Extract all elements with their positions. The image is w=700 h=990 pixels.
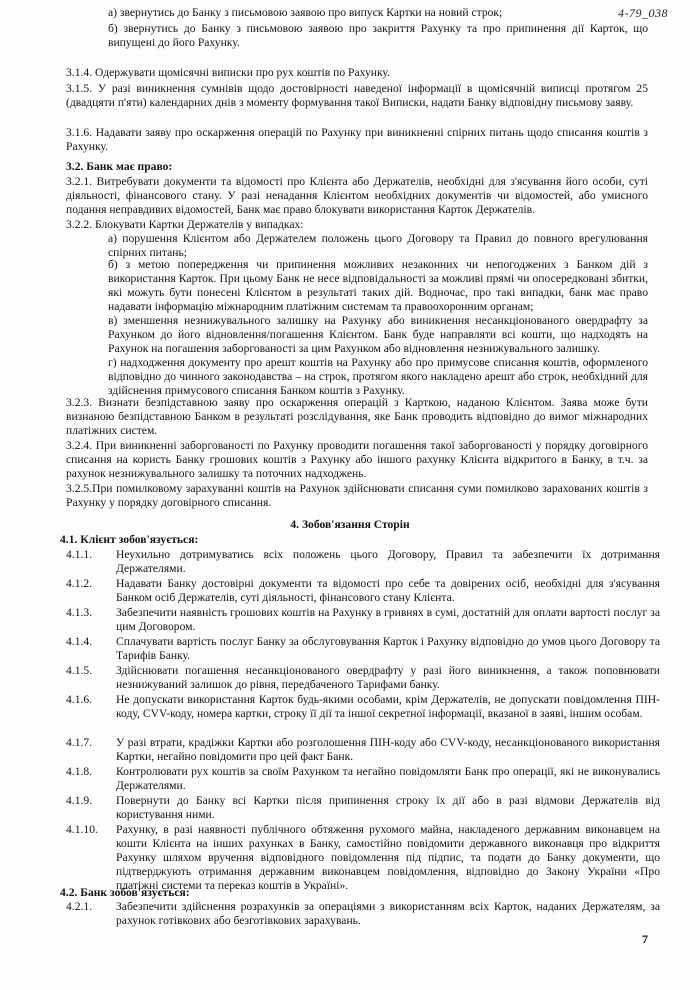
section-4-1-heading: 4.1. Клієнт зобов'язується:: [60, 533, 199, 546]
page-number: 7: [642, 932, 648, 946]
clause-3-2-4: 3.2.4. При виникненні заборгованості по Рахунку проводити погашення такої заборгованості у порядку договірного списання на користь Банку грошових коштів з Рахунку або іншого рахунку Клієнта відкритого в Банку, в т.ч. за рахунок незнижувального залишку та поточних надходжень.: [66, 439, 648, 480]
clause-number: 4.2.1.: [66, 900, 93, 913]
clause-3-2-2: 3.2.2. Блокувати Картки Держателів у випадках:: [66, 218, 304, 231]
clause-text: Рахунку, в разі наявності публічного обтяження рухомого майна, накладеного державним виконавцем на кошти Клієнта на інших рахунках в Банку, самостійно повідомити державного виконавця про відкриття Рахунку шляхом вручення відповідного повідомлення під підпис, та подати до Банку документи, що підтверджують отримання державним виконавцем повідомлення, відповідно до Закону України «Про платіжні системи та переказ коштів в Україні».: [116, 823, 660, 892]
clause-text: Неухильно дотримуватись всіх положень цього Договору, Правил та забезпечити їх дотримання Держателями.: [116, 548, 660, 575]
clause-number: 4.1.4.: [66, 635, 93, 648]
clause-number: 4.1.10.: [66, 823, 98, 836]
clause-text: Не допускати використання Карток будь-якими особами, крім Держателів, не допускати повідомлення ПІН-коду, CVV-коду, номера картки, строку її дії та іншої секретної інформації, вказаної в заяві, іншим особам.: [116, 693, 660, 720]
clause-3-2-2-item-a: а) порушення Клієнтом або Держателем положень цього Договору та Правил до повного врегулювання спірних питань;: [108, 232, 648, 259]
clause-3-1-6: 3.1.6. Надавати заяву про оскарження операцій по Рахунку при виникненні спірних питань щодо списання коштів з Рахунку.: [66, 126, 648, 153]
clause-number: 4.1.2.: [66, 577, 93, 590]
clause-3-2-2-item-d: г) надходження документу про арешт коштів на Рахунку або про примусове списання коштів, оформленого відповідно до чинного законодавства – на строк, протягом якого накладено арешт або строк, необхідний для здійснення примусового списання Банком коштів з Рахунку.: [108, 356, 648, 397]
clause-text: Забезпечити наявність грошових коштів на Рахунку в гривнях в сумі, достатній для оплати вартості послуг за цим Договором.: [116, 606, 660, 633]
clause-3-2-5: 3.2.5.При помилковому зарахуванні коштів на Рахунок здійснювати списання суми помилково зарахованих коштів з Рахунку у порядку договірного списання.: [66, 482, 648, 509]
item-a-paragraph: а) звернутись до Банку з письмовою заявою про випуск Картки на новий строк;: [108, 6, 503, 19]
clause-number: 4.1.1.: [66, 548, 93, 561]
item-b-paragraph: б) звернутись до Банку з письмовою заявою про закриття Рахунку та про припинення дії Карток, що випущені до його Рахунку.: [108, 22, 648, 49]
clause-text: Контролювати рух коштів за своїм Рахунком та негайно повідомляти Банк про операції, які не виконувались Держателями.: [116, 765, 660, 792]
clause-text: Надавати Банку достовірні документи та відомості про себе та довірених осіб, необхідні для з'ясування Банком осіб Держателів, суті діяльності, фінансового стану Клієнта.: [116, 577, 660, 604]
section-4-2-heading: 4.2. Банк зобов'язується:: [60, 886, 190, 899]
section-3-2-heading: 3.2. Банк має право:: [66, 160, 173, 173]
clause-3-2-2-item-c: в) зменшення незнижувального залишку на Рахунку або виникнення несанкціонованого овердрафту за Рахунком до його відновлення/погашення Клієнтом. Банк буде направляти всі кошти, що надходять на Рахунок на погашення заборгованості за цим Рахунком або відновлення незнижувального залишку.: [108, 314, 648, 355]
clause-text: Здійснювати погашення несанкціонованого овердрафту у разі його виникнення, а також поповнювати незнижуваний залишок до рівня, передбаченого Тарифами банку.: [116, 664, 660, 691]
clause-text: Забезпечити здійснення розрахунків за операціями з використанням всіх Карток, наданих Держателям, за рахунок готівкових або безготівкових зарахувань.: [116, 900, 660, 927]
clause-text: Повернути до Банку всі Картки після припинення строку їх дії або в разі відмови Держателів від користування ними.: [116, 794, 660, 821]
clause-number: 4.1.6.: [66, 693, 93, 706]
clause-3-1-4: 3.1.4. Одержувати щомісячні виписки про рух коштів по Рахунку.: [66, 66, 390, 79]
clause-text: Сплачувати вартість послуг Банку за обслуговування Карток і Рахунку відповідно до умов цього Договору та Тарифів Банку.: [116, 635, 660, 662]
clause-3-1-5: 3.1.5. У разі виникнення сумнівів щодо достовірності наведеної інформації в щомісячній виписці протягом 25 (двадцяти п'яти) календарних днів з моменту формування такої Виписки, надати Банку відповідну письмову заяву.: [66, 82, 648, 109]
clause-text: У разі втрати, крадіжки Картки або розголошення ПІН-коду або CVV-коду, несанкціонованого використання Картки, негайно повідомити про цей факт Банк.: [116, 736, 660, 763]
clause-number: 4.1.9.: [66, 794, 93, 807]
clause-number: 4.1.3.: [66, 606, 93, 619]
clause-number: 4.1.8.: [66, 765, 93, 778]
clause-3-2-1: 3.2.1. Витребувати документи та відомості про Клієнта або Держателів, необхідні для з'ясування його особи, суті діяльності, фінансового стану. У разі ненадання Клієнтом необхідних документів чи відомостей, або умисного подання неправдивих відомостей, Банк має право блокувати використання Карток Держателів.: [66, 175, 648, 216]
clause-number: 4.1.5.: [66, 664, 93, 677]
document-code-stamp: 4-79_038: [618, 6, 668, 20]
clause-number: 4.1.7.: [66, 736, 93, 749]
section-4-title: 4. Зобов'язання Сторін: [290, 518, 410, 531]
clause-3-2-2-item-b: б) з метою попередження чи припинення можливих незаконних чи непогоджених з Банком дій з використання Карток. При цьому Банк не несе відповідальності за можливі прямі чи опосередковані збитки, які можуть бути понесені Клієнтом в результаті таких дій. Водночас, про такі випадки, банк має право надавати інформацію міжнародним платіжним системам та правоохоронним органам;: [108, 258, 648, 313]
clause-3-2-3: 3.2.3. Визнати безпідставною заяву про оскарження операцій з Карткою, наданою Клієнтом. Заява може бути визнаною безпідставною Банком в результаті розслідування, яке Банк проводить відповідно до вимог міжнародних платіжних систем.: [66, 396, 648, 437]
